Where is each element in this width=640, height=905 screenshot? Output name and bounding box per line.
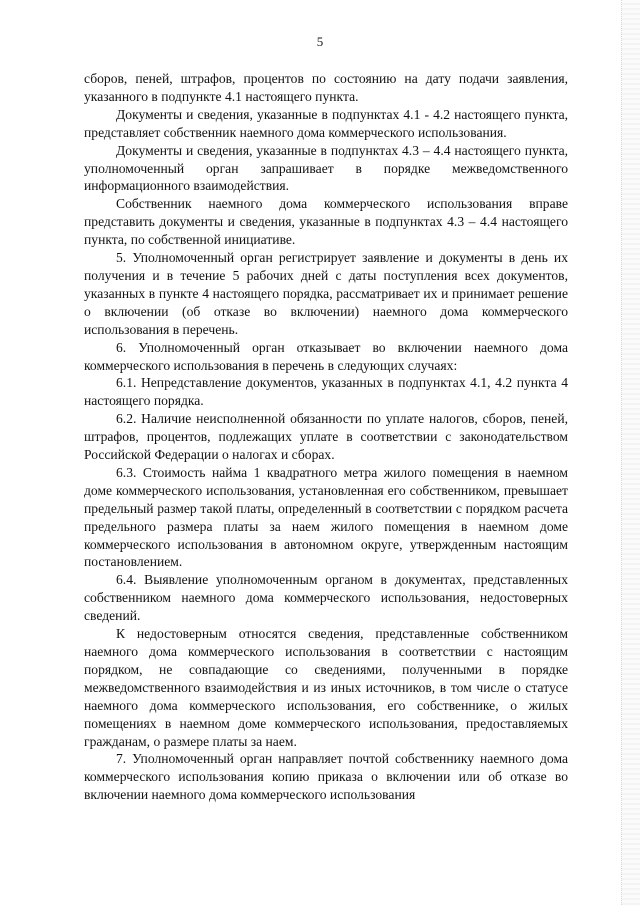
paragraph-owner-initiative: Собственник наемного дома коммерческого использования вправе представить документы и сведения, указанные в подпунктах 4.3 – 4.4 настоящего пункта, по собственной инициативе. [84, 196, 568, 248]
page-number: 5 [316, 34, 324, 49]
paragraph-item-6-1: 6.1. Непредставление документов, указанных в подпунктах 4.1, 4.2 пункта 4 настоящего порядка. [84, 375, 568, 409]
paragraph-item-6-4: 6.4. Выявление уполномоченным органом в документах, представленных собственником наемного дома коммерческого использования, недостоверных сведений. [84, 572, 568, 624]
document-body [84, 70, 568, 804]
paragraph-item-7: 7. Уполномоченный орган направляет почтой собственнику наемного дома коммерческого использования копию приказа о включении или об отказе во включении наемного дома коммерческого использования [84, 751, 568, 803]
paragraph-documents-4-3-4-4: Документы и сведения, указанные в подпунктах 4.3 – 4.4 настоящего пункта, уполномоченный орган запрашивает в порядке межведомственного информационного взаимодействия. [84, 142, 568, 194]
paragraph-item-6: 6. Уполномоченный орган отказывает во включении наемного дома коммерческого использования в перечень в следующих случаях: [84, 339, 568, 373]
paragraph-item-6-2: 6.2. Наличие неисполненной обязанности по уплате налогов, сборов, пеней, штрафов, процентов, подлежащих уплате в соответствии с законодательством Российской Федерации о налогах и сборах. [84, 411, 568, 463]
paragraph-item-6-3: 6.3. Стоимость найма 1 квадратного метра жилого помещения в наемном доме коммерческого использования, установленная его собственником, превышает предельный размер такой платы, определенный в соответствии с порядком расчета предельного размера платы за наем жилого помещения в наемном доме коммерческого использования в автономном округе, утвержденным настоящим постановлением. [84, 464, 568, 570]
scan-edge [621, 0, 640, 905]
paragraph-continuation: сборов, пеней, штрафов, процентов по состоянию на дату подачи заявления, указанного в подпункте 4.1 настоящего пункта. [84, 71, 568, 104]
paragraph-item-5: 5. Уполномоченный орган регистрирует заявление и документы в день их получения и в течение 5 рабочих дней с даты поступления всех документов, указанных в пункте 4 настоящего порядка, рассматривает их и принимает решение о включении (об отказе во включении) наемного дома коммерческого использования в перечень. [84, 250, 568, 337]
paragraph-unreliable-info: К недостоверным относятся сведения, представленные собственником наемного дома коммерческого использования в соответствии с настоящим порядком, не совпадающие со сведениями, полученными в порядке межведомственного взаимодействия и из иных источников, в том числе о статусе наемного дома коммерческого использования, его собственнике, о жилых помещениях в наемном доме коммерческого использования, предоставляемых гражданам, о размере платы за наем. [84, 626, 568, 749]
paragraph-documents-4-1-4-2: Документы и сведения, указанные в подпунктах 4.1 - 4.2 настоящего пункта, представляет собственник наемного дома коммерческого использования. [84, 106, 568, 140]
